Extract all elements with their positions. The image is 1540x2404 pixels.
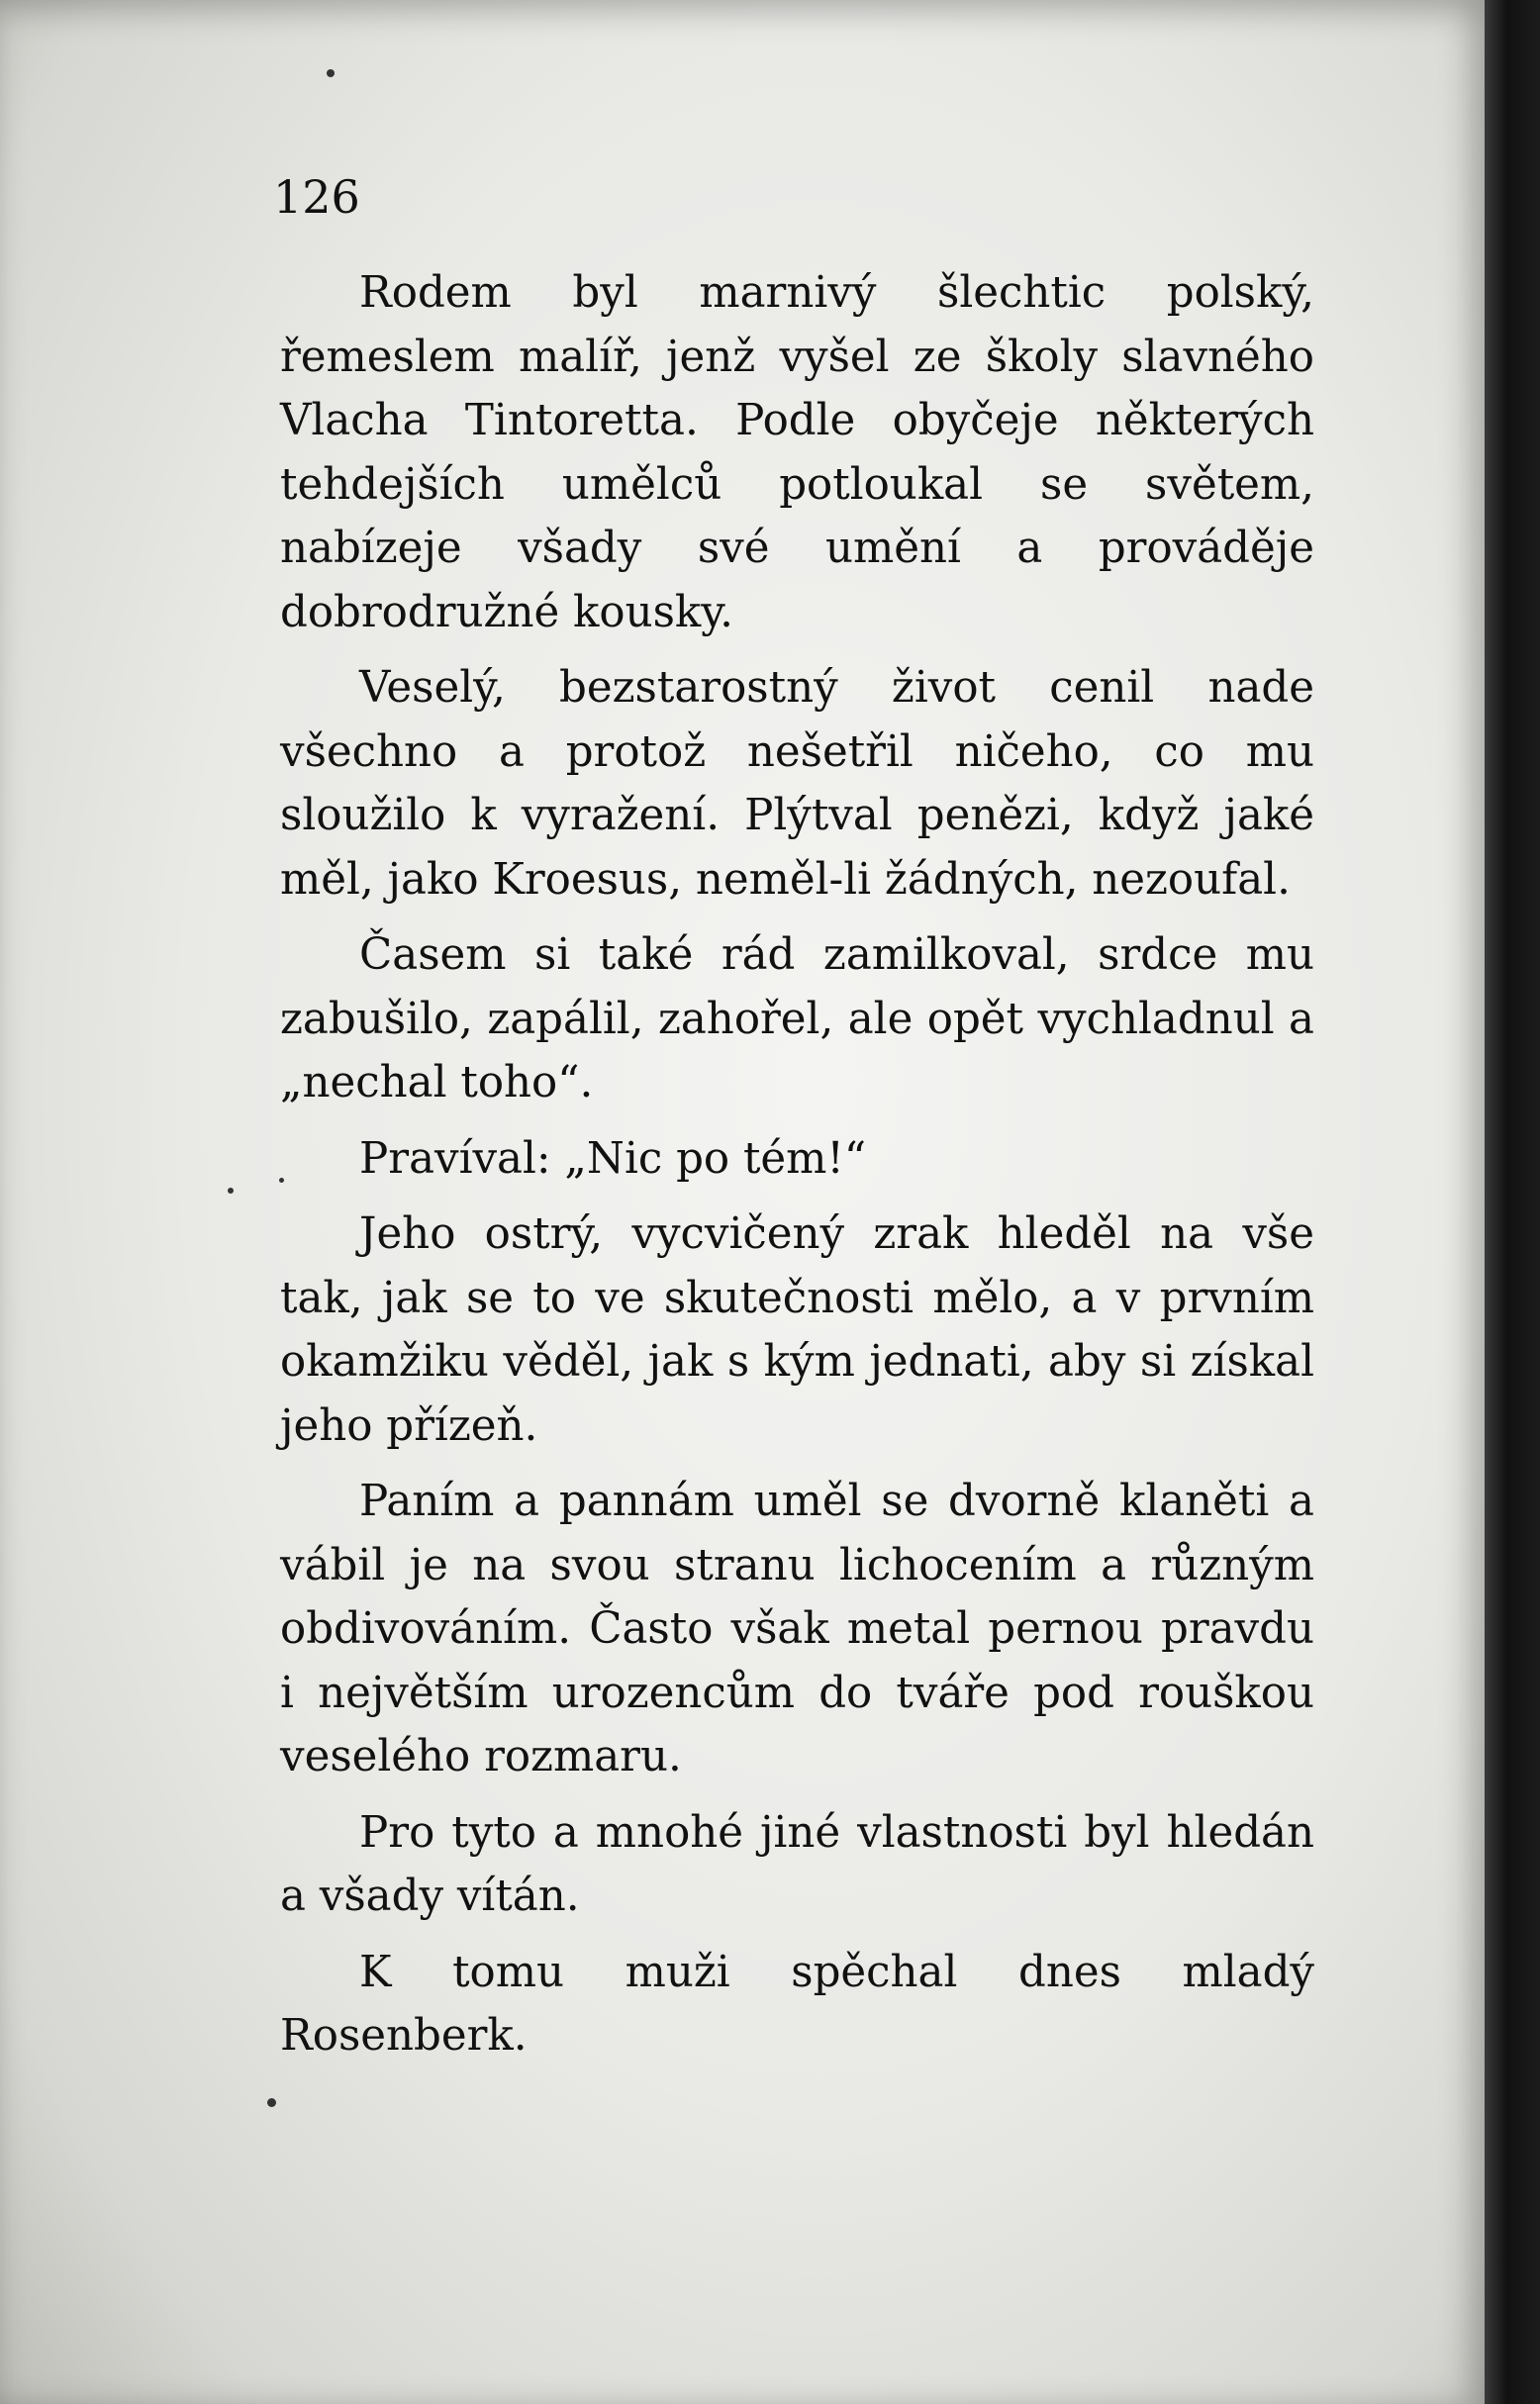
page-edge-shadow [1485, 0, 1540, 2404]
paragraph-6: Paním a pannám uměl se dvorně klaněti a vábil je na svou stranu lichocením a různým obdivováním. Často však metal pernou pravdu i největším urozencům do tváře pod rouškou veselého rozmaru. [280, 1477, 1314, 1781]
body-text [280, 261, 1314, 2080]
paragraph-4: Pravíval: „Nic po tém!“ [359, 1133, 867, 1184]
paper-speck [228, 1188, 234, 1194]
paragraph-5: Jeho ostrý, vycvičený zrak hleděl na vše tak, jak se to ve skutečnosti mělo, a v prvním okamžiku věděl, jak s kým jednati, aby si získal jeho přízeň. [280, 1209, 1314, 1451]
paper-speck [279, 1178, 284, 1183]
paragraph-1: Rodem byl marnivý šlechtic polský, řemeslem malíř, jenž vyšel ze školy slavného Vlacha Tintoretta. Podle obyčeje některých tehdejších umělců potloukal se světem, nabízeje všady své umění a prováděje dobrodružné kousky. [280, 268, 1314, 637]
paper-speck [327, 69, 335, 77]
paragraph-2: Veselý, bezstarostný život cenil nade všechno a protož nešetřil ničeho, co mu sloužilo k vyražení. Plýtval penězi, když jaké měl, jako Kroesus, neměl-li žádných, nezoufal. [280, 663, 1314, 905]
paper-speck [267, 2098, 276, 2107]
paragraph-3: Časem si také rád zamilkoval, srdce mu zabušilo, zapálil, zahořel, ale opět vychladnul a „nechal toho“. [280, 930, 1314, 1107]
paragraph-8: K tomu muži spěchal dnes mladý Rosenberk. [280, 1947, 1314, 2061]
page-number: 126 [273, 170, 360, 224]
paragraph-7: Pro tyto a mnohé jiné vlastnosti byl hledán a všady vítán. [280, 1807, 1314, 1921]
